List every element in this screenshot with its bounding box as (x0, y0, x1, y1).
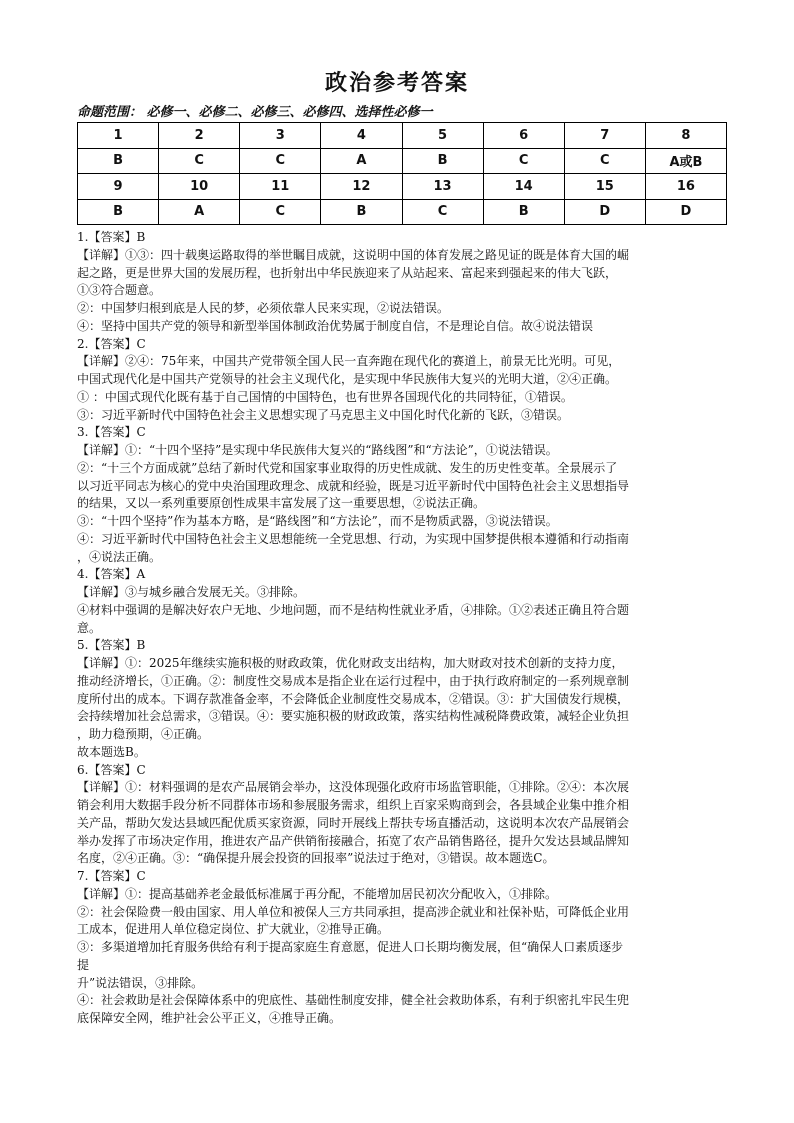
explanation-line: 推动经济增长，①正确。②：制度性交易成本是指企业在运行过程中，由于执行政府制定的一系列规章制 (77, 673, 630, 688)
explanation-line: ④：坚持中国共产党的领导和新型举国体制政治优势属于制度自信，不是理论自信。故④说法错误 (77, 318, 594, 333)
explanation-line: ④：社会救助是社会保障体系中的兜底性、基础性制度安排，健全社会救助体系，有利于织密扎牢民生兜 (77, 993, 630, 1008)
explanation-line: 升”说法错误，③排除。 (77, 975, 204, 990)
explanation-line: ③：“十四个坚持”作为基本方略，是“路线图”和“方法论”，而不是物质武器，③说法错误。 (77, 514, 558, 528)
question-number-cell: 5 (402, 123, 483, 149)
question-number-cell: 6 (483, 123, 564, 149)
explanation-line: 【详解】①：“十四个坚持”是实现中华民族伟大复兴的“路线图”和“方法论”，①说法错误。 (77, 443, 558, 457)
explanation-line: 意。 (77, 620, 102, 635)
question-number-cell: 15 (564, 174, 645, 200)
answer-heading: 4.【答案】A (77, 567, 146, 582)
answer-heading: 5.【答案】B (77, 638, 146, 653)
explanations (77, 229, 727, 1028)
question-number-cell: 4 (321, 123, 402, 149)
answer-cell: C (402, 199, 483, 225)
explanation-line: 度所付出的成本。下调存款准备金率，不会降低企业制度性交易成本，②错误。③：扩大国债发行规模， (77, 691, 630, 706)
explanation-line: 名度，②④正确。③：“确保提升展会投资的回报率”说法过于绝对，③错误。故本题选C。 (77, 851, 555, 866)
answer-heading: 6.【答案】C (77, 762, 146, 777)
answer-cell: C (483, 148, 564, 174)
explanation-line: 【详解】①：提高基础养老金最低标准属于再分配，不能增加居民初次分配收入，①排除。 (77, 886, 558, 901)
explanation-line: 举办发挥了市场决定作用，推进农产品产供销衔接融合，拓宽了农产品销售路径，提升欠发达县域品牌知 (77, 833, 630, 848)
answer-cell: D (564, 199, 645, 225)
answer-heading: 2.【答案】C (77, 336, 146, 351)
question-number-cell: 14 (483, 174, 564, 200)
answer-heading: 1.【答案】B (77, 230, 146, 244)
answer-row (78, 199, 727, 225)
explanation-line: 【详解】①：材料强调的是农产品展销会举办，这没体现强化政府市场监管职能，①排除。②④：本次展 (77, 780, 630, 795)
explanation-line: ④材料中强调的是解决好农户无地、少地问题，而不是结构性就业矛盾，④排除。①②表述正确且符合题 (77, 602, 630, 617)
explanation-line: 会持续增加社会总需求，③错误。④：要实施积极的财政政策，落实结构性减税降费政策，减轻企业负担 (77, 709, 630, 724)
answer-cell: B (78, 199, 159, 225)
question-number-cell: 2 (159, 123, 240, 149)
answer-cell: A (321, 148, 402, 174)
question-number-cell: 1 (78, 123, 159, 149)
question-number-cell: 7 (564, 123, 645, 149)
question-number-cell: 9 (78, 174, 159, 200)
answer-cell: A (159, 199, 240, 225)
answer-heading: 3.【答案】C (77, 425, 146, 440)
explanation-line: ③：多渠道增加托育服务供给有利于提高家庭生育意愿，促进人口长期均衡发展，但“确保人口素质逐步 (77, 940, 624, 954)
exam-scope: 命题范围： 必修一、必修二、必修三、必修四、选择性必修一 (77, 105, 433, 120)
question-number-cell: 16 (645, 174, 726, 200)
answer-heading: 7.【答案】C (77, 869, 146, 883)
page-title: 政治参考答案 (324, 70, 469, 96)
answer-cell: D (645, 199, 726, 225)
explanation-line: ③：习近平新时代中国特色社会主义思想实现了马克思主义中国化时代化新的飞跃，③错误。 (77, 407, 570, 422)
explanation-line: ②：中国梦归根到底是人民的梦，必须依靠人民来实现，②说法错误。 (77, 301, 450, 315)
explanation-line: 底保障安全网，维护社会公平正义，④推导正确。 (77, 1011, 342, 1025)
answer-cell: B (402, 148, 483, 174)
answer-cell: C (240, 199, 321, 225)
explanation-line: ④：习近平新时代中国特色社会主义思想能统一全党思想、行动，为实现中国梦提供根本遵循和行动指南 (77, 531, 630, 546)
explanation-line: 以习近平同志为核心的党中央治国理政理念、成就和经验，既是习近平新时代中国特色社会主义思想指导 (77, 478, 630, 493)
explanation-line: 的结果，又以一系列重要原创性成果丰富发展了这一重要思想，②说法正确。 (77, 496, 486, 511)
answer-cell: B (321, 199, 402, 225)
answer-cell: C (240, 148, 321, 174)
explanation-line: ①③符合题意。 (77, 283, 162, 298)
answer-row (78, 148, 727, 174)
question-number-row (78, 123, 727, 149)
answer-cell: B (78, 148, 159, 174)
explanation-line: ②：社会保险费一般由国家、用人单位和被保人三方共同承担，提高涉企就业和社保补贴，可降低企业用 (77, 904, 630, 919)
explanation-line: ，助力稳预期，④正确。 (77, 727, 210, 741)
answer-cell: C (564, 148, 645, 174)
question-number-cell: 13 (402, 174, 483, 200)
question-number-row (78, 174, 727, 200)
explanation-line: 销会利用大数据手段分析不同群体市场和参展服务需求，组织上百家采购商到会，各县域企业集中推介相 (77, 798, 630, 812)
explanation-line: 【详解】③与城乡融合发展无关。③排除。 (77, 585, 306, 599)
explanation-line: ① ：中国式现代化既有基于自己国情的中国特色，也有世界各国现代化的共同特征，①错误。 (77, 389, 573, 404)
explanation-line: 【详解】①：2025年继续实施积极的财政政策，优化财政支出结构，加大财政对技术创新的支持力度， (77, 656, 624, 670)
explanation-line: 关产品，帮助欠发达县域匹配优质买家资源，同时开展线上帮扶专场直播活动，这说明本次农产品展销会 (77, 815, 630, 830)
answer-cell: A或B (645, 148, 726, 174)
explanation-line: ②：“十三个方面成就”总结了新时代党和国家事业取得的历史性成就、发生的历史性变革。全景展示了 (77, 460, 618, 475)
explanation-line: 起之路，更是世界大国的发展历程，也折射出中华民族迎来了从站起来、富起来到强起来的伟大飞跃， (77, 265, 618, 280)
answer-cell: B (483, 199, 564, 225)
question-number-cell: 10 (159, 174, 240, 200)
explanation-line: 【详解】②④：75年来，中国共产党带领全国人民一直奔跑在现代化的赛道上，前景无比光明。可见， (77, 354, 621, 369)
explanation-line: ，④说法正确。 (77, 549, 162, 564)
question-number-cell: 3 (240, 123, 321, 149)
question-number-cell: 11 (240, 174, 321, 200)
explanation-line: 提 (77, 957, 90, 972)
explanation-line: 【详解】①③：四十载奥运路取得的举世瞩目成就，这说明中国的体育发展之路见证的既是体育大国的崛 (77, 247, 630, 262)
explanation-line: 故本题选B。 (77, 744, 146, 759)
answer-table (77, 122, 727, 225)
question-number-cell: 8 (645, 123, 726, 149)
answer-cell: C (159, 148, 240, 174)
question-number-cell: 12 (321, 174, 402, 200)
explanation-line: 中国式现代化是中国共产党领导的社会主义现代化，是实现中华民族伟大复兴的光明大道，②④正确。 (77, 372, 618, 386)
explanation-line: 工成本，促进用人单位稳定岗位、扩大就业，②推导正确。 (77, 922, 390, 937)
